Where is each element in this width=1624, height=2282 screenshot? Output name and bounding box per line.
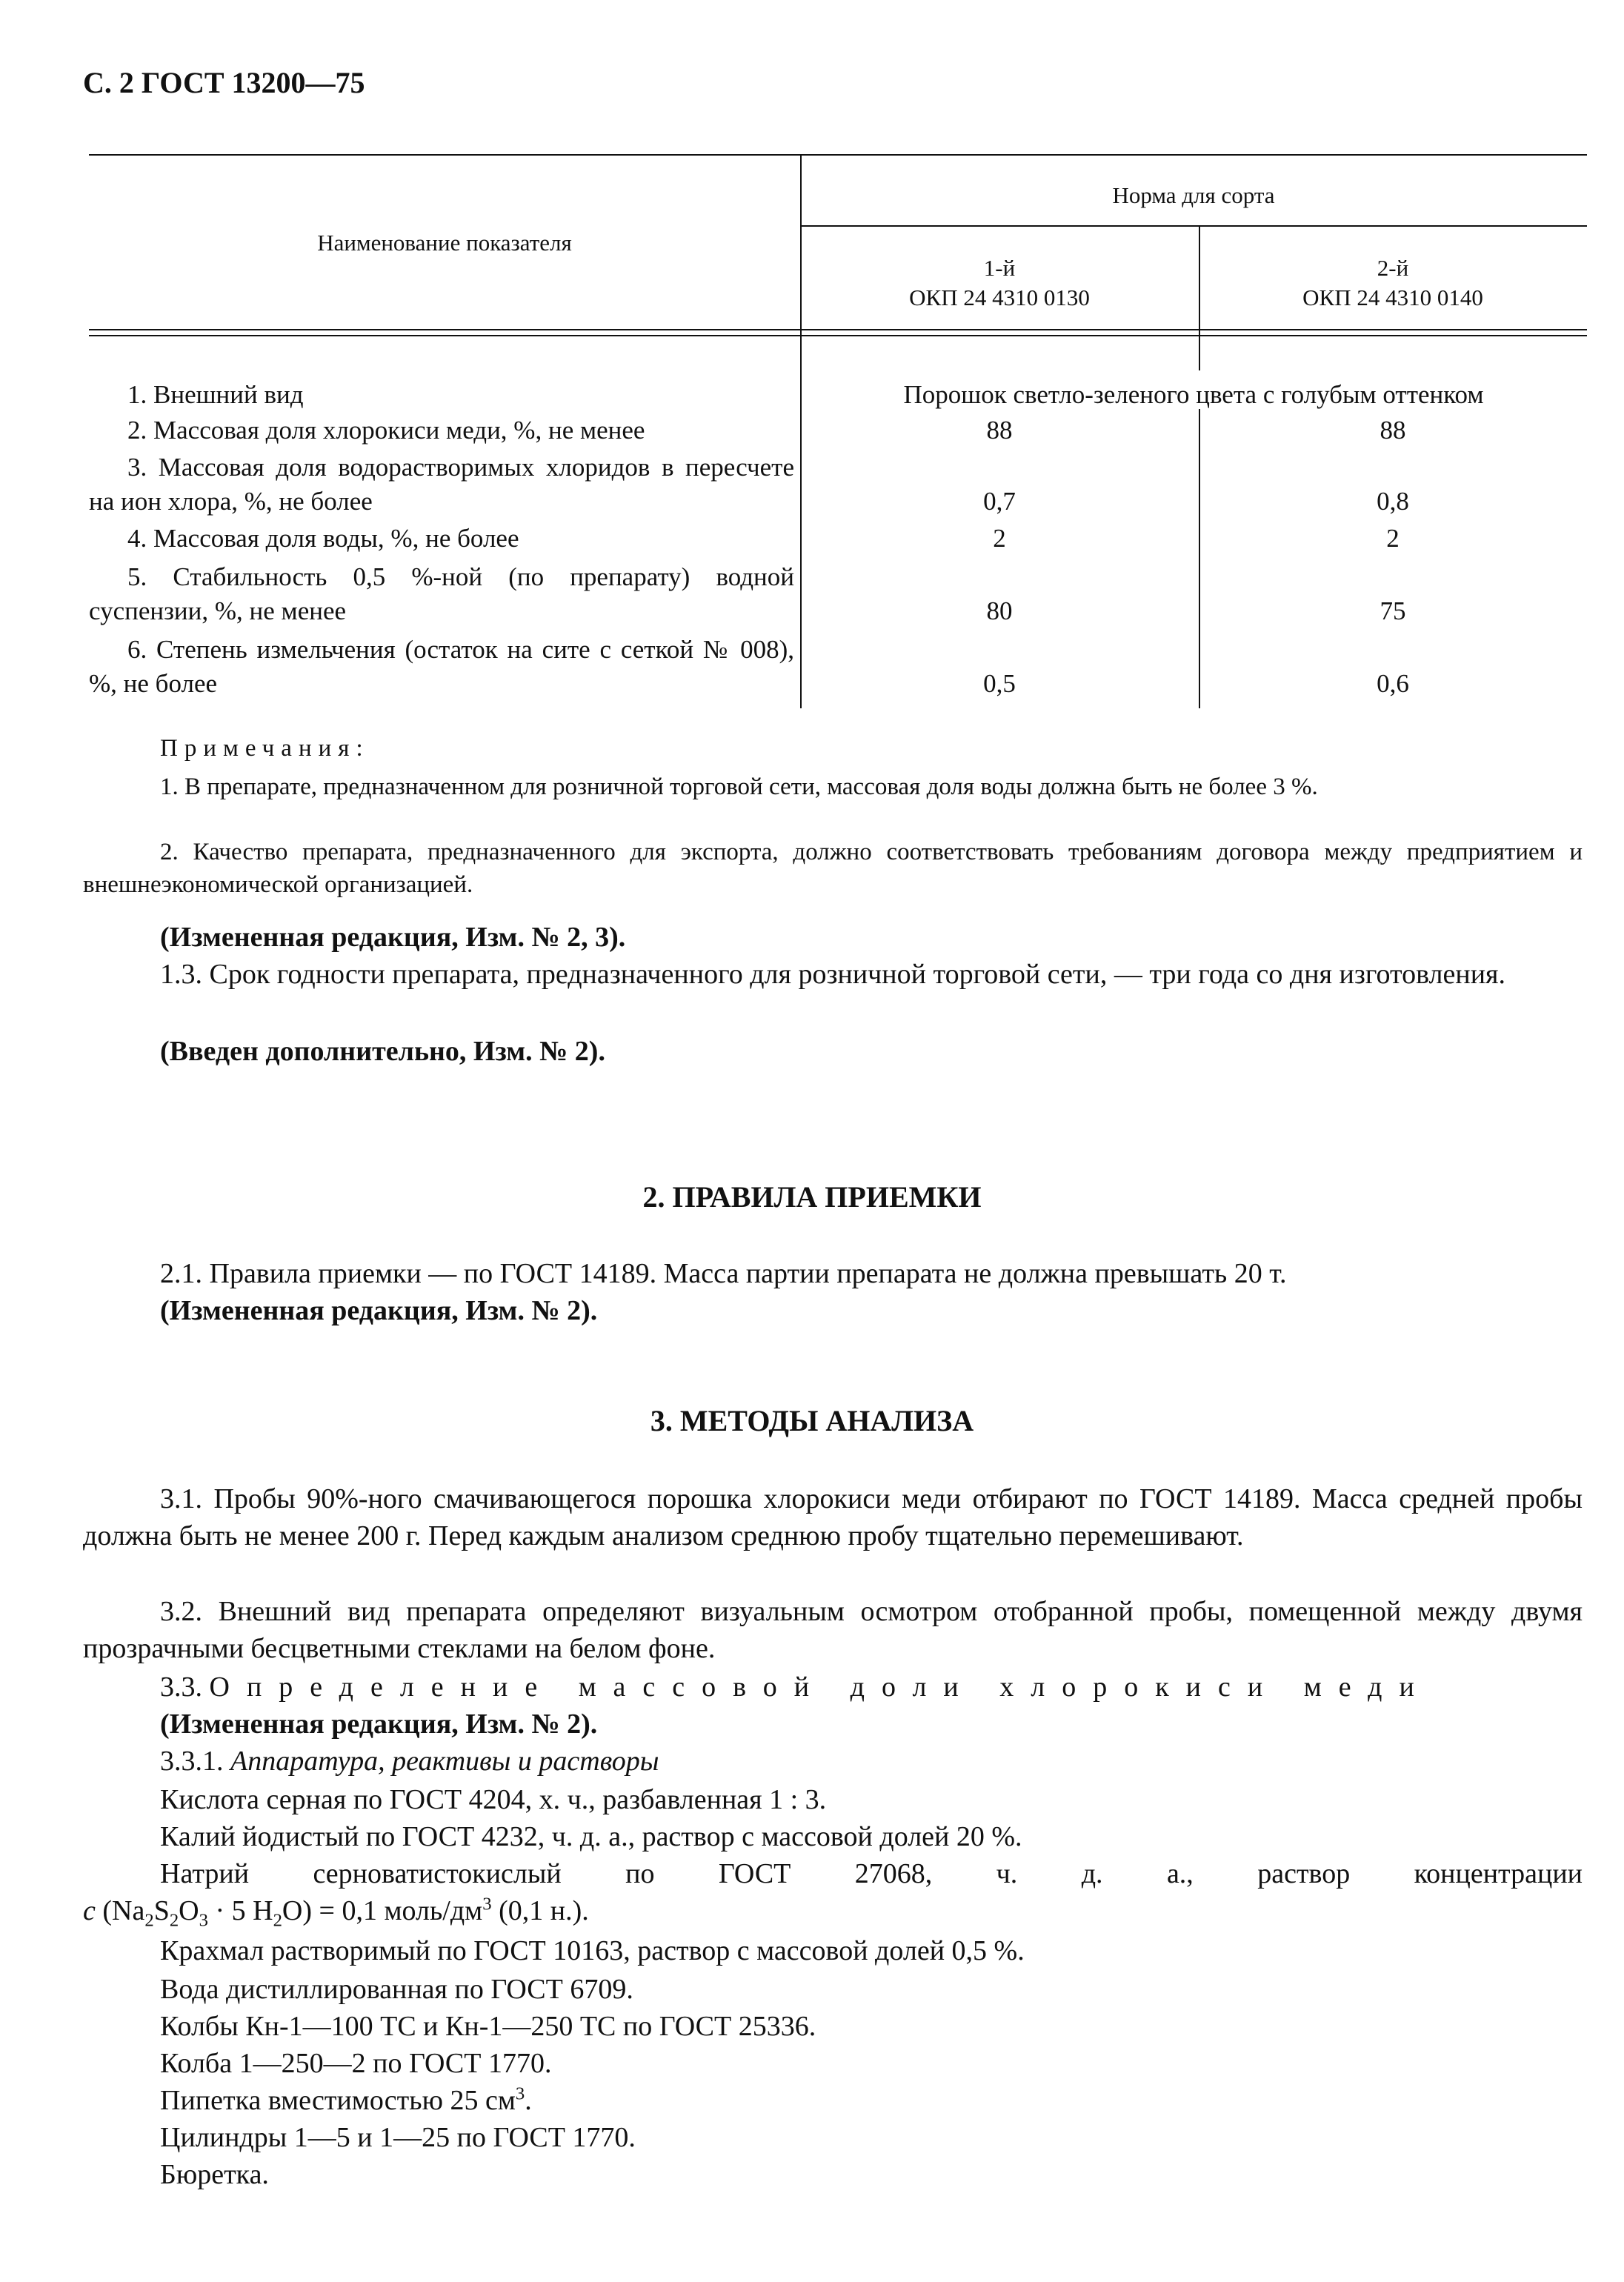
- table-cell-grade-2: 88: [1380, 416, 1406, 445]
- grade-1-code: ОКП 24 4310 0130: [909, 285, 1090, 310]
- section-3-edit-note: (Измененная редакция, Изм. № 2).: [160, 1709, 598, 1740]
- table-cell-grade-2: 2: [1386, 524, 1400, 553]
- note-item-1: 1. В препарате, предназначенном для розничной торговой сети, массовая доля воды должна быть не более 3 %.: [160, 774, 1318, 800]
- pipette-end: .: [525, 2085, 532, 2116]
- table-cell-grade-1: 2: [993, 524, 1006, 553]
- list-item-pipette: [83, 2082, 1583, 2119]
- formula-sup: 3: [482, 1894, 492, 1915]
- table-col-divider-2-body: [1199, 409, 1200, 708]
- formula-part: S: [153, 1895, 170, 1926]
- list-item: Крахмал растворимый по ГОСТ 10163, раствор с массовой долей 0,5 %.: [160, 1935, 1025, 1966]
- pipette-text: Пипетка вместимостью 25 см: [160, 2085, 516, 2116]
- note-item-2: 2. Качество препарата, предназначенного для экспорта, должно соответствовать требованиям договора между предприятием и внешнеэкономической организацией.: [83, 839, 1583, 898]
- paragraph-3-3-1-title: Аппаратура, реактивы и растворы: [230, 1746, 659, 1777]
- formula-sub: 2: [273, 1910, 282, 1931]
- list-item: Колба 1—250—2 по ГОСТ 1770.: [160, 2048, 552, 2079]
- table-row-label: 1. Внешний вид: [127, 380, 304, 409]
- formula-sub: 2: [144, 1910, 154, 1931]
- list-item: Цилиндры 1—5 и 1—25 по ГОСТ 1770.: [160, 2122, 636, 2153]
- table-row-label: 4. Массовая доля воды, %, не более: [127, 524, 519, 553]
- formula-sub: 3: [199, 1910, 208, 1931]
- section-2-heading: 2. ПРАВИЛА ПРИЕМКИ: [642, 1180, 982, 1214]
- list-item: Колбы Кн-1—100 ТС и Кн-1—250 ТС по ГОСТ 25336.: [160, 2011, 816, 2042]
- col-header-grade-2: [1199, 253, 1587, 313]
- table-cell-grade-1: 0,7: [983, 487, 1016, 516]
- table-row-label: 6. Степень измельчения (остаток на сите с сеткой № 008), %, не более: [89, 635, 794, 698]
- list-item: Кислота серная по ГОСТ 4204, х. ч., разбавленная 1 : 3.: [160, 1784, 827, 1815]
- section-2-edit-note: (Измененная редакция, Изм. № 2).: [160, 1295, 598, 1326]
- table-row-merged-value: Порошок светло-зеленого цвета с голубым оттенком: [903, 380, 1484, 409]
- col-header-norm: Норма для сорта: [1112, 182, 1275, 208]
- table-cell-grade-1: 0,5: [983, 669, 1016, 698]
- paragraph-3-2: 3.2. Внешний вид препарата определяют визуальным осмотром отобранной пробы, помещенной между двумя прозрачными бесцветными стеклами на белом фоне.: [83, 1596, 1583, 1664]
- added-note: (Введен дополнительно, Изм. № 2).: [160, 1036, 605, 1067]
- grade-2-label: 2-й: [1377, 255, 1409, 281]
- section-3-heading: 3. МЕТОДЫ АНАЛИЗА: [650, 1404, 974, 1437]
- col-header-name: Наименование показателя: [317, 230, 572, 256]
- formula-sub: 2: [169, 1910, 179, 1931]
- table-cell-grade-2: 0,8: [1377, 487, 1409, 516]
- grade-2-code: ОКП 24 4310 0140: [1302, 285, 1483, 310]
- edit-note: (Измененная редакция, Изм. № 2, 3).: [160, 922, 626, 953]
- paragraph-3-3: [83, 1669, 1583, 1706]
- running-head: С. 2 ГОСТ 13200—75: [83, 66, 365, 99]
- table-header-bottom-rule: [89, 329, 1587, 330]
- table-top-rule: [89, 154, 1587, 156]
- paragraph-3-3-title: Определение массовой доли хлорокиси меди: [209, 1671, 1431, 1703]
- table-norm-rule: [800, 225, 1587, 227]
- paragraph-1-3: 1.3. Срок годности препарата, предназначенного для розничной торговой сети, — три года со дня изготовления.: [160, 959, 1506, 990]
- formula-part: O) = 0,1 моль/дм: [282, 1895, 483, 1926]
- paragraph-3-3-1-number: 3.3.1.: [160, 1746, 224, 1777]
- list-item: Вода дистиллированная по ГОСТ 6709.: [160, 1974, 633, 2005]
- list-item-sodium: [83, 1855, 1583, 1892]
- sodium-line-1: Натрий серноватистокислый по ГОСТ 27068, ч. д. а., раствор концентрации: [160, 1858, 1583, 1889]
- list-item: Бюретка.: [160, 2159, 269, 2190]
- table-row-label: 3. Массовая доля водорастворимых хлоридов в пересчете на ион хлора, %, не более: [89, 453, 794, 516]
- table-cell-grade-1: 88: [986, 416, 1013, 445]
- formula-part: (Na: [102, 1895, 145, 1926]
- table-row-label: 2. Массовая доля хлорокиси меди, %, не менее: [127, 416, 645, 445]
- notes-heading: Примечания:: [160, 735, 370, 762]
- paragraph-3-3-1: [83, 1743, 1583, 1780]
- paragraph-2-1: 2.1. Правила приемки — по ГОСТ 14189. Масса партии препарата не должна превышать 20 т.: [160, 1258, 1287, 1289]
- formula-variable: c: [83, 1895, 96, 1926]
- table-header-double-rule: [89, 335, 1587, 336]
- pipette-sup: 3: [515, 2083, 525, 2104]
- table-row-label: 5. Стабильность 0,5 %-ной (по препарату) водной суспензии, %, не менее: [89, 562, 794, 625]
- table-cell-grade-2: 0,6: [1377, 669, 1409, 698]
- grade-1-label: 1-й: [983, 255, 1016, 281]
- table-cell-grade-2: 75: [1380, 596, 1406, 625]
- formula-part: (0,1 н.).: [491, 1895, 589, 1926]
- formula-part: O: [179, 1895, 199, 1926]
- paragraph-3-1: 3.1. Пробы 90%-ного смачивающегося порошка хлорокиси меди отбирают по ГОСТ 14189. Масса средней пробы должна быть не менее 200 г. Перед каждым анализом среднюю пробу тщательно перемешивают.: [83, 1483, 1583, 1551]
- paragraph-3-3-number: 3.3.: [160, 1671, 202, 1703]
- sodium-formula-line: [83, 1892, 1583, 1929]
- list-item: Калий йодистый по ГОСТ 4232, ч. д. а., раствор с массовой долей 20 %.: [160, 1821, 1022, 1852]
- formula-part: · 5 H: [207, 1895, 273, 1926]
- table-cell-grade-1: 80: [986, 596, 1013, 625]
- col-header-grade-1: [800, 253, 1199, 313]
